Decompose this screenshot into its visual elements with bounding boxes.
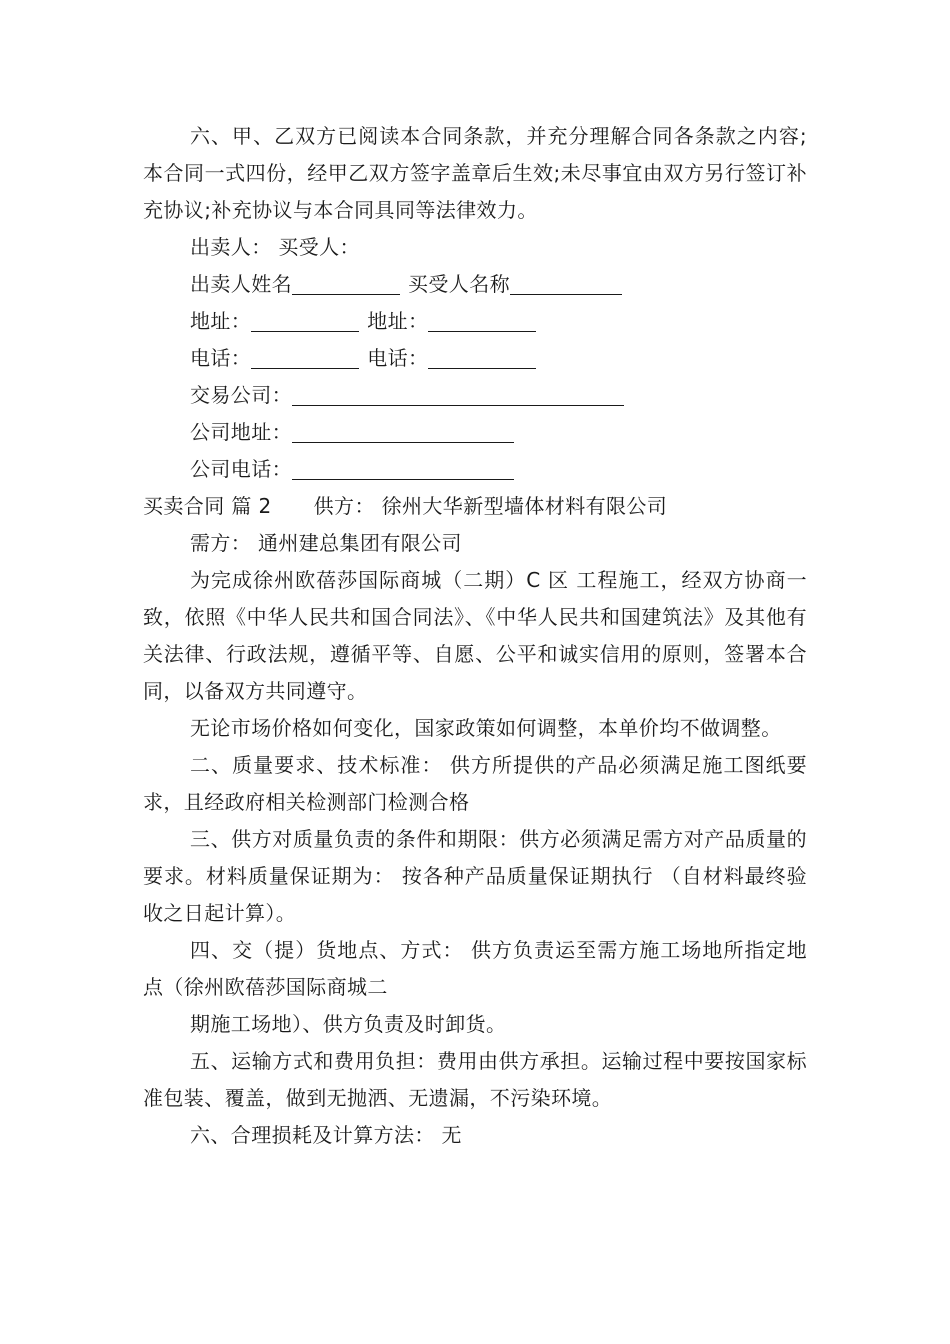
contract2-header-row <box>143 488 807 525</box>
seller-name-label: 出卖人姓名 <box>190 272 292 296</box>
buyer-name-blank <box>510 272 622 295</box>
company-address-row <box>143 414 807 451</box>
company-address-blank <box>292 420 514 443</box>
delivery-clause: 四、交（提）货地点、方式： 供方负责运至需方施工场地所指定地点（徐州欧蓓莎国际商城二 <box>143 938 807 999</box>
signature-address-row <box>143 303 807 340</box>
seller-address-label: 地址： <box>190 309 252 333</box>
document-body <box>143 118 807 1154</box>
company-phone-row <box>143 451 807 488</box>
trade-company-label: 交易公司： <box>190 383 292 407</box>
buyer-line: 需方： 通州建总集团有限公司 <box>190 531 462 555</box>
contract2-title: 买卖合同 篇 2 <box>143 494 272 518</box>
clause-six-effectiveness: 六、甲、乙双方已阅读本合同条款，并充分理解合同各条款之内容;本合同一式四份，经甲乙双方签字盖章后生效;未尽事宜由双方另行签订补充协议;补充协议与本合同具同等法律效力。 <box>143 124 807 222</box>
company-phone-label: 公司电话： <box>190 457 292 481</box>
seller-phone-blank <box>251 346 359 369</box>
buyer-phone-blank <box>428 346 536 369</box>
trade-company-blank <box>292 383 624 406</box>
buyer-address-blank <box>428 309 536 332</box>
price-clause: 无论市场价格如何变化，国家政策如何调整，本单价均不做调整。 <box>190 716 782 740</box>
transport-clause: 五、运输方式和费用负担：费用由供方承担。运输过程中要按国家标准包装、覆盖，做到无抛洒、无遗漏，不污染环境。 <box>143 1049 807 1110</box>
signature-name-row <box>143 266 807 303</box>
trade-company-row <box>143 377 807 414</box>
company-address-label: 公司地址： <box>190 420 292 444</box>
seller-address-blank <box>251 309 359 332</box>
seller-phone-label: 电话： <box>190 346 252 370</box>
company-phone-blank <box>292 457 514 480</box>
buyer-address-label: 地址： <box>367 309 429 333</box>
delivery-clause-continued: 期施工场地）、供方负责及时卸货。 <box>190 1012 507 1036</box>
signature-phone-row <box>143 340 807 377</box>
seller-name-blank <box>292 272 400 295</box>
loss-clause: 六、合理损耗及计算方法： 无 <box>190 1123 462 1147</box>
parties-header: 出卖人： 买受人： <box>190 235 360 259</box>
buyer-name-label: 买受人名称 <box>408 272 510 296</box>
supplier-line: 供方： 徐州大华新型墙体材料有限公司 <box>313 494 668 518</box>
contract2-intro: 为完成徐州欧蓓莎国际商城（二期）C 区 工程施工，经双方协商一致，依照《中华人民共和国合同法》、《中华人民共和国建筑法》及其他有关法律、行政法规，遵循平等、自愿、公平和诚实信用的原则，签署本合同，以备双方共同遵守。 <box>143 568 807 703</box>
responsibility-clause: 三、供方对质量负责的条件和期限：供方必须满足需方对产品质量的要求。材料质量保证期为： 按各种产品质量保证期执行 （自材料最终验收之日起计算）。 <box>143 827 807 925</box>
buyer-phone-label: 电话： <box>367 346 429 370</box>
quality-clause: 二、质量要求、技术标准： 供方所提供的产品必须满足施工图纸要求，且经政府相关检测部门检测合格 <box>143 753 807 814</box>
